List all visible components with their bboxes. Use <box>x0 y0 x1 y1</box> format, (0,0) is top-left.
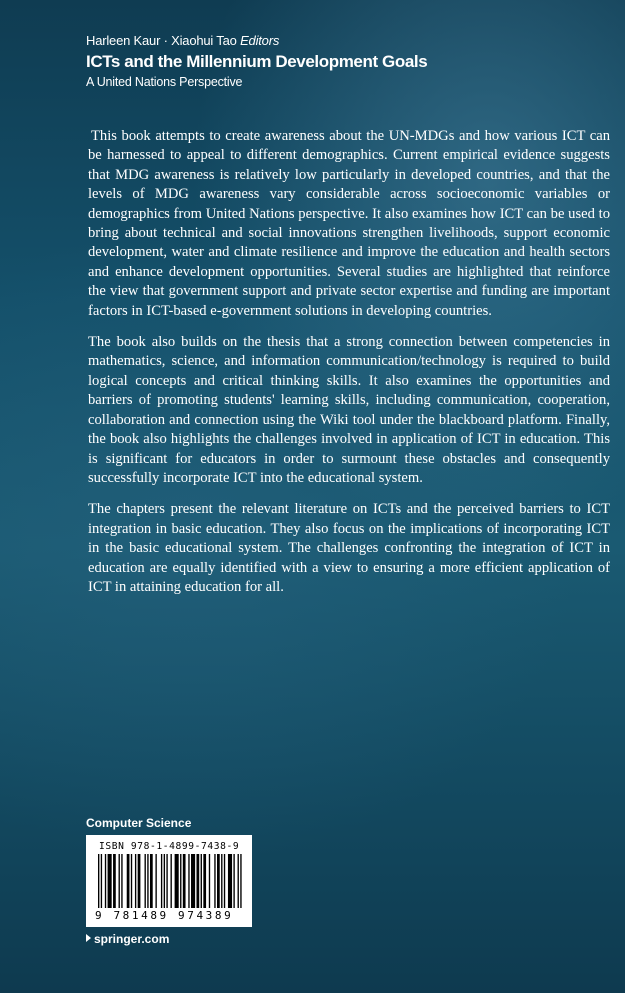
barcode-bar <box>147 854 148 908</box>
barcode-bar <box>191 854 195 908</box>
barcode-bar <box>98 854 99 908</box>
barcode-bar <box>171 854 172 908</box>
barcode-bar <box>135 854 136 908</box>
barcode-bar <box>209 854 210 908</box>
barcode-bars <box>98 854 243 908</box>
website-label: springer.com <box>94 932 170 946</box>
barcode-bar <box>233 854 234 908</box>
barcode-bar <box>166 854 167 908</box>
book-description <box>88 127 610 609</box>
barcode-bar <box>113 854 116 908</box>
book-title: ICTs and the Millennium Development Goals <box>86 52 428 71</box>
barcode-bar <box>119 854 120 908</box>
barcode-bar <box>217 854 220 908</box>
barcode-bar <box>127 854 130 908</box>
barcode-bar <box>228 854 232 908</box>
editors-role: Editors <box>240 33 280 48</box>
barcode-bar <box>150 854 153 908</box>
description-paragraph-2: The book also builds on the thesis that a strong connection between competencies in mathematics, science, and information communication/technology is required to build logical concepts and critical thinking skills. It also examines the opportunities and barriers of promoting students' learning skills, including communication, cooperation, collaboration and connection using the Wiki tool under the blackboard platform. Finally, the book also highlights the challenges involved in application of ICT in education. This is significant for educators in order to surmount these obstacles and consequently successfully incorporate ICT into the educational system. <box>88 334 610 486</box>
ean-digits: 9 781489 974389 <box>95 909 234 922</box>
barcode-bar <box>145 854 146 908</box>
barcode-bar <box>121 854 122 908</box>
barcode-bar <box>155 854 156 908</box>
barcode-bar <box>224 854 225 908</box>
barcode-bar <box>101 854 102 908</box>
barcode-bar <box>108 854 112 908</box>
book-subtitle: A United Nations Perspective <box>86 75 243 89</box>
barcode-bar <box>164 854 165 908</box>
description-paragraph-3: The chapters present the relevant literature on ICTs and the perceived barriers to ICT integration in basic education. They also focus on the implications of incorporating ICT in the basic educational system. The challenges confronting the integration of ICT in education are equally identified with a view to ensuring a more efficient application of ICT in attaining education for all. <box>88 501 610 595</box>
cover-header <box>86 33 606 90</box>
barcode-bar <box>138 854 141 908</box>
barcode-bar <box>180 854 181 908</box>
barcode-bar <box>183 854 186 908</box>
authors: Harleen Kaur · Xiaohui Tao <box>86 33 237 48</box>
editors-line <box>86 33 606 49</box>
barcode-bar <box>175 854 179 908</box>
barcode-bar <box>196 854 199 908</box>
barcode-bar <box>238 854 239 908</box>
barcode-bar <box>201 854 202 908</box>
barcode-bar <box>161 854 162 908</box>
barcode-bar <box>221 854 222 908</box>
publisher-website[interactable] <box>86 932 169 947</box>
barcode-bar <box>188 854 189 908</box>
barcode-bar <box>105 854 106 908</box>
barcode-bar <box>203 854 206 908</box>
barcode-bar <box>240 854 241 908</box>
arrow-right-icon <box>86 934 91 942</box>
isbn-barcode <box>86 835 252 927</box>
isbn-label: ISBN 978-1-4899-7438-9 <box>99 841 240 852</box>
barcode-bar <box>214 854 215 908</box>
subject-category: Computer Science <box>86 816 192 830</box>
barcode-bar <box>131 854 132 908</box>
description-paragraph-1: This book attempts to create awareness about the UN-MDGs and how various ICT can be harnessed to appeal to different demographics. Current empirical evidence suggests that MDG awareness is relatively low particularly in developed countries, and that the levels of MDG awareness vary considerable across socioeconomic variables or demographics from United Nations perspective. It also examines how ICT can be used to bring about technical and social innovations strengthen livelihoods, support economic development, water and climate resilience and improve the education and health sectors and enhance development opportunities. Several studies are highlighted that reinforce the view that government support and private sector expertise and funding are important factors in ICT-based e-government solutions in developing countries. <box>88 128 610 319</box>
